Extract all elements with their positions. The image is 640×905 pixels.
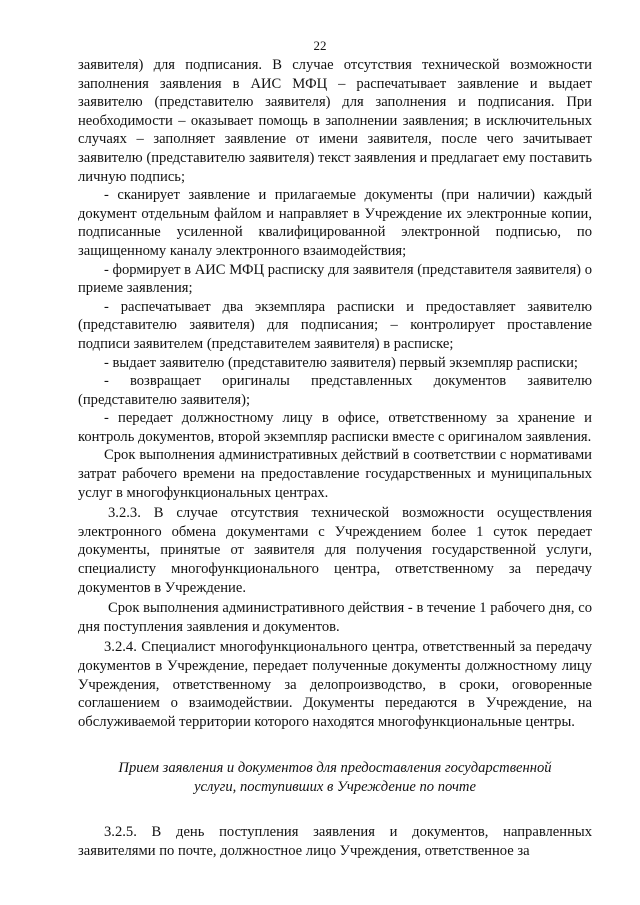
paragraph-form-receipt: - формирует в АИС МФЦ расписку для заявителя (представителя заявителя) о приеме заявления;: [78, 261, 592, 297]
paragraph-3-2-5: 3.2.5. В день поступления заявления и документов, направленных заявителями по почте, должностное лицо Учреждения, ответственное за: [78, 824, 592, 859]
paragraph-deadline-one-day: Срок выполнения административного действия - в течение 1 рабочего дня, со дня поступления заявления и документов.: [78, 600, 592, 635]
section-heading-line-1: Прием заявления и документов для предоставления государственной: [118, 760, 552, 777]
paragraph-3-2-3: 3.2.3. В случае отсутствия технической возможности осуществления электронного обмена документами с Учреждением более 1 суток передает документы, принятые от заявителя для получения государственной услуги, специалисту многофункционального центра, ответственному за передачу документов в Учреждение.: [78, 505, 592, 596]
section-heading: [108, 759, 562, 797]
paragraph-print-receipt: - распечатывает два экземпляра расписки и предоставляет заявителю (представителю заявителя) для подписания; – контролирует проставление подписи заявителем (представителем заявителя) в расписке;: [78, 298, 592, 352]
paragraph-3-2-4: 3.2.4. Специалист многофункционального центра, ответственный за передачу документов в Учреждение, передает полученные документы должностному лицу Учреждения, ответственному за делопроизводство, в сроки, оговоренные соглашением о взаимодействии. Документы передаются в Учреждение, на обслуживаемой территории которого находятся многофункциональные центры.: [78, 639, 592, 730]
page-number: 22: [313, 38, 327, 53]
document-body: [78, 56, 592, 861]
paragraph-scan-documents: - сканирует заявление и прилагаемые документы (при наличии) каждый документ отдельным файлом и направляет в Учреждение их электронные копии, подписанные усиленной квалифицированной электронной подписью, по защищенному каналу электронного взаимодействия;: [78, 187, 592, 259]
paragraph-transfer-second-copy: - передает должностному лицу в офисе, ответственному за хранение и контроль документов, второй экземпляр расписки вместе с оригиналом заявления.: [78, 410, 592, 445]
paragraph-application-signing: заявителя) для подписания. В случае отсутствия технической возможности заполнения заявления в АИС МФЦ – распечатывает заявление и выдает заявителю (представителю заявителя) для заполнения и подписания. При необходимости – оказывает помощь в заполнении заявления; в исключительных случаях – заполняет заявление от имени заявителя, после чего зачитывает заявителю (представителю заявителя) текст заявления и предлагает ему поставить личную подпись;: [78, 57, 592, 185]
section-heading-line-2: услуги, поступивших в Учреждение по почте: [194, 779, 476, 796]
paragraph-issue-receipt: - выдает заявителю (представителю заявителя) первый экземпляр расписки;: [104, 354, 578, 371]
paragraph-return-originals: - возвращает оригиналы представленных документов заявителю (представителю заявителя);: [78, 373, 592, 408]
paragraph-action-deadline: Срок выполнения административных действий в соответствии с нормативами затрат рабочего времени на предоставление государственных и муниципальных услуг в многофункциональных центрах.: [78, 447, 592, 501]
